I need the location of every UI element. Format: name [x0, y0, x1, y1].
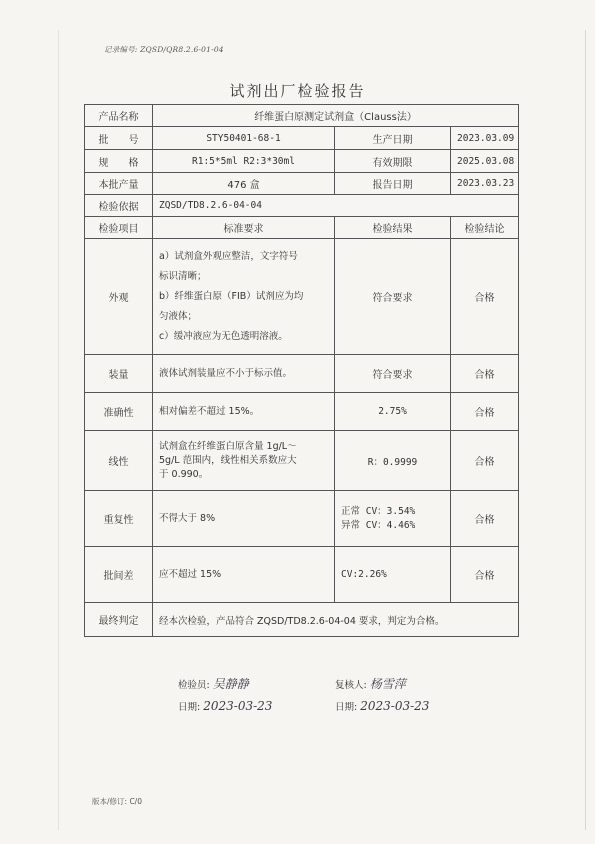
inspector-date-block — [178, 699, 272, 713]
standard-line: 试剂盒在纤维蛋白原含量 1g/L～ — [159, 440, 297, 452]
table-row — [85, 239, 519, 355]
version-footer: 版本/修订: C/0 — [92, 797, 142, 806]
inspector-label: 检验员: — [178, 680, 210, 691]
result-volume: 符合要求 — [335, 355, 451, 393]
row-spec — [85, 150, 519, 173]
result-interbatch: CV:2.26% — [335, 547, 451, 603]
report-table — [84, 104, 519, 637]
standard-line: 相对偏差不超过 15%。 — [159, 405, 260, 417]
table-row — [85, 355, 519, 393]
table-row — [85, 393, 519, 431]
quantity-label: 本批产量 — [85, 173, 153, 195]
standard-volume — [153, 355, 335, 393]
standard-line: 匀液体； — [159, 310, 198, 322]
standard-line: 于 0.990。 — [159, 468, 209, 480]
table-row — [85, 431, 519, 491]
conclusion-interbatch: 合格 — [451, 547, 519, 603]
standard-line: 标识清晰； — [159, 270, 207, 282]
standard-line: 液体试剂装量应不小于标示值。 — [159, 367, 293, 379]
standard-line: 5g/L 范围内，线性相关系数应大 — [159, 454, 297, 466]
header-result: 检验结果 — [335, 217, 451, 239]
spec-label: 规 格 — [85, 150, 153, 173]
table-row — [85, 491, 519, 547]
result-appearance: 符合要求 — [335, 239, 451, 355]
inspector-block — [178, 675, 249, 692]
standard-line: b）纤维蛋白原（FIB）试剂应为均 — [159, 290, 304, 302]
final-text: 经本次检验，产品符合 ZQSD/TD8.2.6-04-04 要求，判定为合格。 — [153, 603, 519, 637]
row-batch — [85, 127, 519, 150]
conclusion-accuracy: 合格 — [451, 393, 519, 431]
inspector-date-label: 日期: — [178, 702, 201, 713]
final-row — [85, 603, 519, 637]
report-date: 2023.03.23 — [451, 173, 519, 195]
row-product-name — [85, 105, 519, 127]
product-name: 纤维蛋白原测定试剂盒（Clauss法） — [153, 105, 519, 127]
conclusion-repeatability: 合格 — [451, 491, 519, 547]
report-title: 试剂出厂检验报告 — [229, 82, 366, 100]
result-linearity: R：0.9999 — [335, 431, 451, 491]
reviewer-signature: 杨雪萍 — [369, 677, 406, 691]
result-line-abnormal: 异常 CV：4.46% — [341, 519, 416, 531]
standard-line: 不得大于 8% — [159, 512, 216, 524]
reviewer-date-label: 日期: — [335, 702, 358, 713]
batch-label: 批 号 — [85, 127, 153, 150]
standard-linearity — [153, 431, 335, 491]
inspector-date: 2023-03-23 — [203, 699, 273, 713]
header-conclusion: 检验结论 — [451, 217, 519, 239]
conclusion-appearance: 合格 — [451, 239, 519, 355]
final-label: 最终判定 — [85, 603, 153, 637]
table-row — [85, 547, 519, 603]
report-date-label: 报告日期 — [335, 173, 451, 195]
standard-line: 应不超过 15% — [159, 568, 222, 580]
inspector-signature: 吴静静 — [212, 677, 249, 691]
item-linearity: 线性 — [85, 431, 153, 491]
standard-line: c）缓冲液应为无色透明溶液。 — [159, 330, 288, 342]
standard-appearance — [153, 239, 335, 355]
row-basis — [85, 195, 519, 217]
item-interbatch: 批间差 — [85, 547, 153, 603]
item-accuracy: 准确性 — [85, 393, 153, 431]
basis-label: 检验依据 — [85, 195, 153, 217]
row-quantity — [85, 173, 519, 195]
reviewer-label: 复核人: — [335, 680, 367, 691]
header-item: 检验项目 — [85, 217, 153, 239]
result-accuracy: 2.75% — [335, 393, 451, 431]
standard-repeatability — [153, 491, 335, 547]
product-name-label: 产品名称 — [85, 105, 153, 127]
result-repeatability — [335, 491, 451, 547]
standard-accuracy — [153, 393, 335, 431]
reviewer-date: 2023-03-23 — [360, 699, 430, 713]
conclusion-linearity: 合格 — [451, 431, 519, 491]
conclusion-volume: 合格 — [451, 355, 519, 393]
production-date-label: 生产日期 — [335, 127, 451, 150]
reviewer-block — [335, 675, 406, 692]
result-line-normal: 正常 CV：3.54% — [341, 505, 416, 517]
header-row — [85, 217, 519, 239]
production-date: 2023.03.09 — [451, 127, 519, 150]
item-appearance: 外观 — [85, 239, 153, 355]
standard-interbatch — [153, 547, 335, 603]
quantity-value: 476 盒 — [153, 173, 335, 195]
basis-value: ZQSD/TD8.2.6-04-04 — [153, 195, 519, 217]
batch-number: STY50401-68-1 — [153, 127, 335, 150]
spec-value: R1:5*5ml R2:3*30ml — [153, 150, 335, 173]
standard-line: a）试剂盒外观应整洁，文字符号 — [159, 250, 298, 262]
expiry-date: 2025.03.08 — [451, 150, 519, 173]
header-standard: 标准要求 — [153, 217, 335, 239]
record-number: 记录编号: ZQSD/QR8.2.6-01-04 — [104, 45, 224, 54]
expiry-label: 有效期限 — [335, 150, 451, 173]
item-volume: 装量 — [85, 355, 153, 393]
item-repeatability: 重复性 — [85, 491, 153, 547]
reviewer-date-block — [335, 699, 429, 713]
